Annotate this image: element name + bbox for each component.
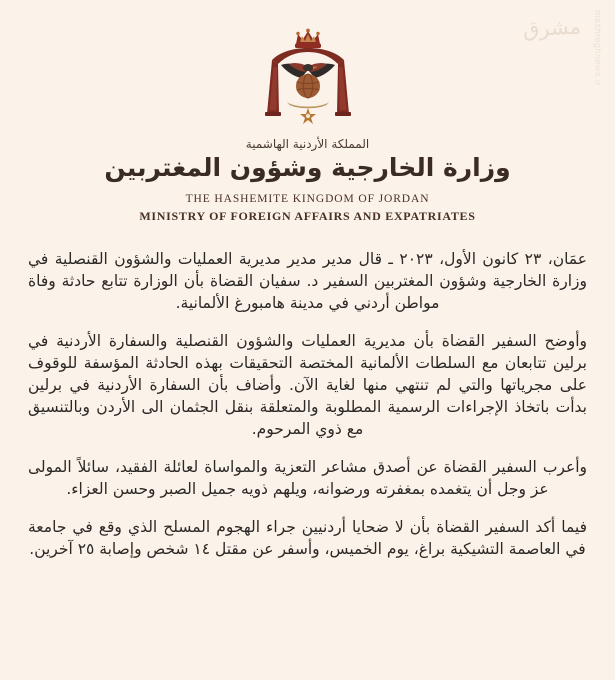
arabic-ministry-title: وزارة الخارجية وشؤون المغتربين	[104, 153, 511, 183]
letterhead	[0, 0, 615, 224]
statement-paragraph: فيما أكد السفير القضاة بأن لا ضحايا أردنيين جراء الهجوم المسلح الذي وقع في جامعة في العاصمة التشيكية براغ، يوم الخميس، وأسفر عن مقتل ١٤ شخص وإصابة ٢٥ آخرين.	[28, 518, 587, 559]
statement-paragraph: عمَان، ٢٣ كانون الأول، ٢٠٢٣ ـ قال مدير مدير مديرية العمليات والشؤون القنصلية في وزارة الخارجية وشؤون المغتربين السفير د. سفيان القضاة بأن الوزارة تتابع حادثة وفاة مواطن أردني في مدينة هامبورغ الألمانية.	[28, 250, 588, 313]
statement-body	[28, 248, 587, 560]
globe-orb	[296, 74, 320, 98]
english-ministry-title: MINISTRY OF FOREIGN AFFAIRS AND EXPATRIATES	[139, 208, 476, 223]
wreath-base	[287, 102, 329, 108]
arabic-kingdom-title: المملكة الأردنية الهاشمية	[245, 137, 370, 151]
watermark-latin-text: mashreghnews.ir	[593, 10, 603, 87]
hashemite-coat-of-arms-emblem	[245, 22, 371, 134]
english-kingdom-title: THE HASHEMITE KINGDOM OF JORDAN	[185, 193, 430, 206]
statement-paragraph: وأعرب السفير القضاة عن أصدق مشاعر التعزية والمواساة لعائلة الفقيد، سائلاً المولى عز وجل أن يتغمده بمغفرته ورضوانه، ويلهم ذويه جميل الصبر وحسن العزاء.	[28, 458, 587, 499]
star-medal-icon	[300, 108, 316, 124]
crown-icon	[295, 29, 321, 48]
statement-paragraph: وأوضح السفير القضاة بأن مديرية العمليات والشؤون القنصلية والسفارة الأردنية في برلين تتابعان مع السلطات الألمانية المختصة التحقيقات بهذه الحادثة المؤسفة للوقوف على مجرياتها والتي لم تنتهي منها لغاية الآن. وأضاف بأن السفارة الأردنية في برلين بدأت باتخاذ الإجراءات الرسمية المطلوبة والمتعلقة بنقل الجثمان الى الأردن وبالتنسيق مع ذوي المرحوم.	[28, 332, 587, 439]
english-titles	[0, 192, 615, 224]
watermark-arabic-text: مشرق	[522, 14, 582, 42]
